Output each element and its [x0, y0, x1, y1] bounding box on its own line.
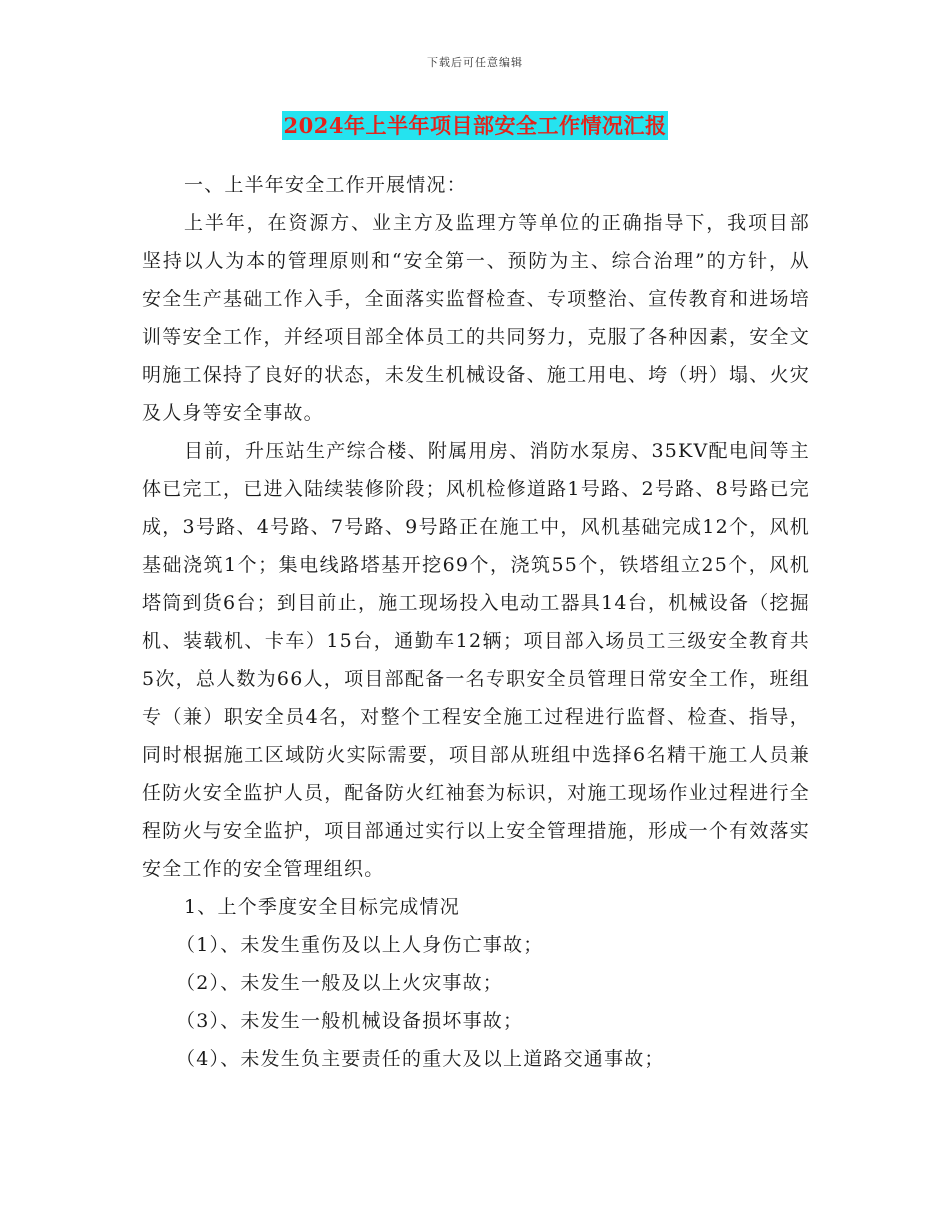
paragraph-overview: 上半年，在资源方、业主方及监理方等单位的正确指导下，我项目部坚持以人为本的管理原则和“安全第一、预防为主、综合治理”的方针，从安全生产基础工作入手，全面落实监督检查、专项整治、宣传教育和进场培训等安全工作，并经项目部全体员工的共同努力，克服了各种因素，安全文明施工保持了良好的状态，未发生机械设备、施工用电、垮（坍）塌、火灾及人身等安全事故。: [142, 212, 810, 424]
document-title: [0, 111, 950, 141]
goal-item: （1）、未发生重伤及以上人身伤亡事故；: [176, 934, 544, 956]
paragraph-progress: 目前，升压站生产综合楼、附属用房、消防水泵房、35KV配电间等主体已完工，已进入陆续装修阶段；风机检修道路1号路、2号路、8号路已完成，3号路、4号路、7号路、9号路正在施工中，风机基础完成12个，风机基础浇筑1个；集电线路塔基开挖69个，浇筑55个，铁塔组立25个，风机塔筒到货6台；到目前止，施工现场投入电动工器具14台，机械设备（挖掘机、装载机、卡车）15台，通勤车12辆；项目部入场员工三级安全教育共5次，总人数为66人，项目部配备一名专职安全员管理日常安全工作，班组专（兼）职安全员4名，对整个工程安全施工过程进行监督、检查、指导，同时根据施工区域防火实际需要，项目部从班组中选择6名精干施工人员兼任防火安全监护人员，配备防火红袖套为标识，对施工现场作业过程进行全程防火与安全监护，项目部通过实行以上安全管理措施，形成一个有效落实安全工作的安全管理组织。: [142, 440, 810, 880]
header-note: 下载后可任意编辑: [427, 56, 523, 69]
goal-item: （4）、未发生负主要责任的重大及以上道路交通事故；: [176, 1048, 665, 1070]
subheading-goals: 1、上个季度安全目标完成情况: [184, 896, 460, 918]
document-body: [142, 166, 810, 1078]
goal-item: （2）、未发生一般及以上火灾事故；: [176, 972, 503, 994]
section-heading: 一、上半年安全工作开展情况：: [184, 174, 467, 196]
title-text: 2024年上半年项目部安全工作情况汇报: [283, 113, 667, 138]
goal-item: （3）、未发生一般机械设备损坏事故；: [176, 1010, 524, 1032]
